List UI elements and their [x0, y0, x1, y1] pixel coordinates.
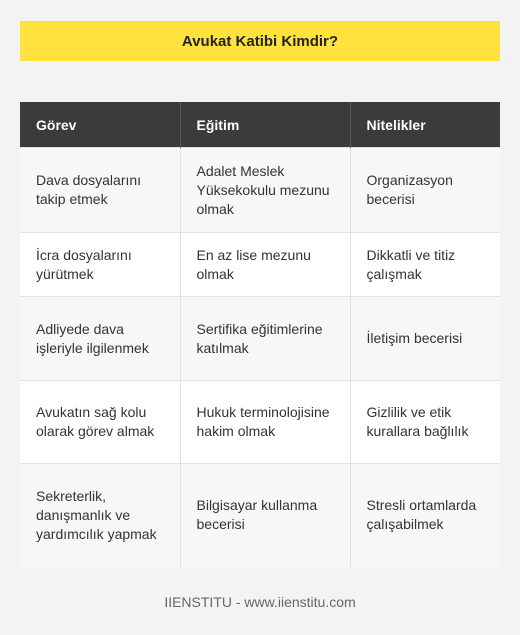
table-cell: Bilgisayar kullanma becerisi — [180, 464, 350, 567]
table-cell: Organizasyon becerisi — [350, 148, 500, 233]
table-cell: Dava dosyalarını takip etmek — [20, 148, 180, 233]
table-row — [20, 381, 500, 464]
table-cell: Adalet Meslek Yüksekokulu mezunu olmak — [180, 148, 350, 233]
info-table — [20, 102, 500, 567]
table-cell: Hukuk terminolojisine hakim olmak — [180, 381, 350, 464]
table-row — [20, 148, 500, 233]
table-row — [20, 464, 500, 567]
table-cell: Avukatın sağ kolu olarak görev almak — [20, 381, 180, 464]
table-row — [20, 233, 500, 297]
table-cell: Sertifika eğitimlerine katılmak — [180, 297, 350, 381]
column-header-gorev: Görev — [20, 102, 180, 148]
table-cell: Dikkatli ve titiz çalışmak — [350, 233, 500, 297]
table-cell: Gizlilik ve etik kurallara bağlılık — [350, 381, 500, 464]
table-row — [20, 297, 500, 381]
page-title: Avukat Katibi Kimdir? — [181, 32, 339, 50]
table-cell: Stresli ortamlarda çalışabilmek — [350, 464, 500, 567]
title-banner — [20, 21, 500, 61]
footer-credit: IIENSTITU - www.iienstitu.com — [164, 594, 356, 610]
table-cell: En az lise mezunu olmak — [180, 233, 350, 297]
column-header-egitim: Eğitim — [180, 102, 350, 148]
table-cell: Sekreterlik, danışmanlık ve yardımcılık yapmak — [20, 464, 180, 567]
table-cell: İletişim becerisi — [350, 297, 500, 381]
table-cell: Adliyede dava işleriyle ilgilenmek — [20, 297, 180, 381]
column-header-nitelikler: Nitelikler — [350, 102, 500, 148]
table-cell: İcra dosyalarını yürütmek — [20, 233, 180, 297]
table-header-row — [20, 102, 500, 148]
